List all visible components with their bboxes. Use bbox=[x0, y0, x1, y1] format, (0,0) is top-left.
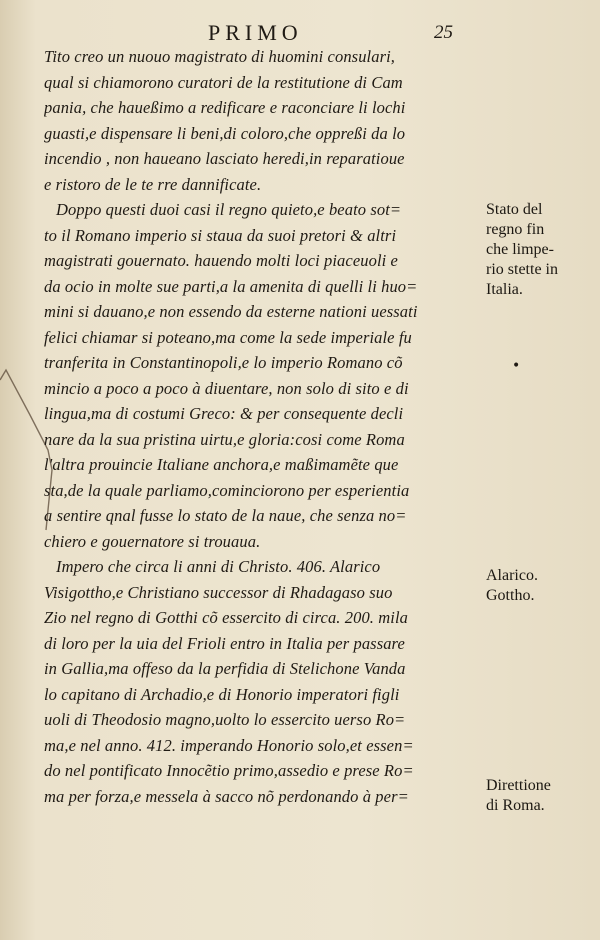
text-line: Zio nel regno di Gotthi cõ essercito di circa. 200. mila bbox=[44, 608, 408, 627]
note-line: Direttione bbox=[486, 777, 551, 794]
text-line: sta,de la quale parliamo,cominciorono per esperientia bbox=[44, 480, 410, 500]
text-line: mini si dauano,e non essendo da esterne nationi uessati bbox=[44, 302, 418, 321]
margin-note-direttione bbox=[486, 776, 551, 816]
note-line: Italia. bbox=[486, 281, 523, 298]
text-line: nare da la sua pristina uirtu,e gloria:cosi come Roma bbox=[44, 429, 405, 449]
text-line: to il Romano imperio si staua da suoi pretori & altri bbox=[44, 225, 397, 245]
text-line: tranferita in Constantinopoli,e lo imperio Romano cõ bbox=[44, 353, 403, 372]
text-line: guasti,e dispensare li beni,di coloro,che oppreßi da lo bbox=[44, 123, 406, 143]
paragraph-1 bbox=[44, 44, 492, 197]
marginal-dot-mark: • bbox=[512, 358, 521, 374]
text-line: e ristoro de le te rre dannificate. bbox=[44, 174, 262, 194]
text-line: chiero e gouernatore si trouaua. bbox=[44, 531, 261, 551]
text-line: l'altra prouincie Italiane anchora,e maßimamẽte que bbox=[44, 455, 399, 474]
text-line: pania, che haueßimo a redificare e raconciare li lochi bbox=[44, 98, 406, 117]
note-line: regno fin bbox=[486, 221, 545, 238]
text-line: ma,e nel anno. 412. imperando Honorio solo,et essen= bbox=[44, 735, 414, 755]
text-line: Tito creo un nuouo magistrato di huomini consulari, bbox=[44, 47, 396, 66]
running-head: PRIMO bbox=[208, 20, 303, 45]
page-number: 25 bbox=[434, 22, 453, 43]
text-line: in Gallia,ma offeso da la perfidia di Stelichone Vanda bbox=[44, 659, 406, 678]
paragraph-2 bbox=[44, 197, 492, 554]
text-line: Doppo questi duoi casi il regno quieto,e beato sot= bbox=[56, 200, 402, 219]
text-line: di loro per la uia del Frioli entro in Italia per passare bbox=[44, 633, 405, 653]
text-line: mincio a poco a poco à diuentare, non solo di sito e di bbox=[44, 378, 409, 398]
text-line: lingua,ma di costumi Greco: & per consequente decli bbox=[44, 404, 404, 423]
margin-note-stato bbox=[486, 200, 558, 300]
text-line: felici chiamar si poteano,ma come la sede imperiale fu bbox=[44, 327, 412, 347]
note-line: Gottho. bbox=[486, 587, 535, 604]
note-line: Stato del bbox=[486, 201, 543, 218]
note-line: di Roma. bbox=[486, 797, 545, 814]
text-line: a sentire qnal fusse lo stato de la naue, che senza no= bbox=[44, 506, 407, 525]
text-line: ma per forza,e messela à sacco nõ perdonando à per= bbox=[44, 786, 409, 806]
main-text-block bbox=[44, 44, 492, 809]
text-line: uoli di Theodosio magno,uolto lo essercito uerso Ro= bbox=[44, 710, 406, 729]
text-line: Visigotthο,e Christiano successor di Rhadagaso suo bbox=[44, 582, 393, 602]
text-line: lo capitano di Archadio,e di Honorio imperatori figli bbox=[44, 684, 400, 704]
text-line: do nel pontificato Innocẽtio primo,assedio e prese Ro= bbox=[44, 761, 414, 780]
text-line: incendio , non haueano lasciato heredi,in reparatioue bbox=[44, 149, 405, 168]
text-line: da ocio in molte sue parti,a la amenita di quelli li huo= bbox=[44, 276, 418, 296]
note-line: rio stette in bbox=[486, 261, 558, 278]
note-line: che limpe- bbox=[486, 241, 554, 258]
text-line: Impero che circa li anni di Christo. 406. Alarico bbox=[56, 557, 381, 576]
margin-note-alarico bbox=[486, 566, 538, 606]
paragraph-3 bbox=[44, 554, 492, 809]
note-line: Alarico. bbox=[486, 567, 538, 584]
text-line: magistrati gouernato. hauendo molti loci piaceuoli e bbox=[44, 251, 398, 270]
text-line: qual si chiamorono curatori de la restitutione di Cam bbox=[44, 72, 403, 92]
